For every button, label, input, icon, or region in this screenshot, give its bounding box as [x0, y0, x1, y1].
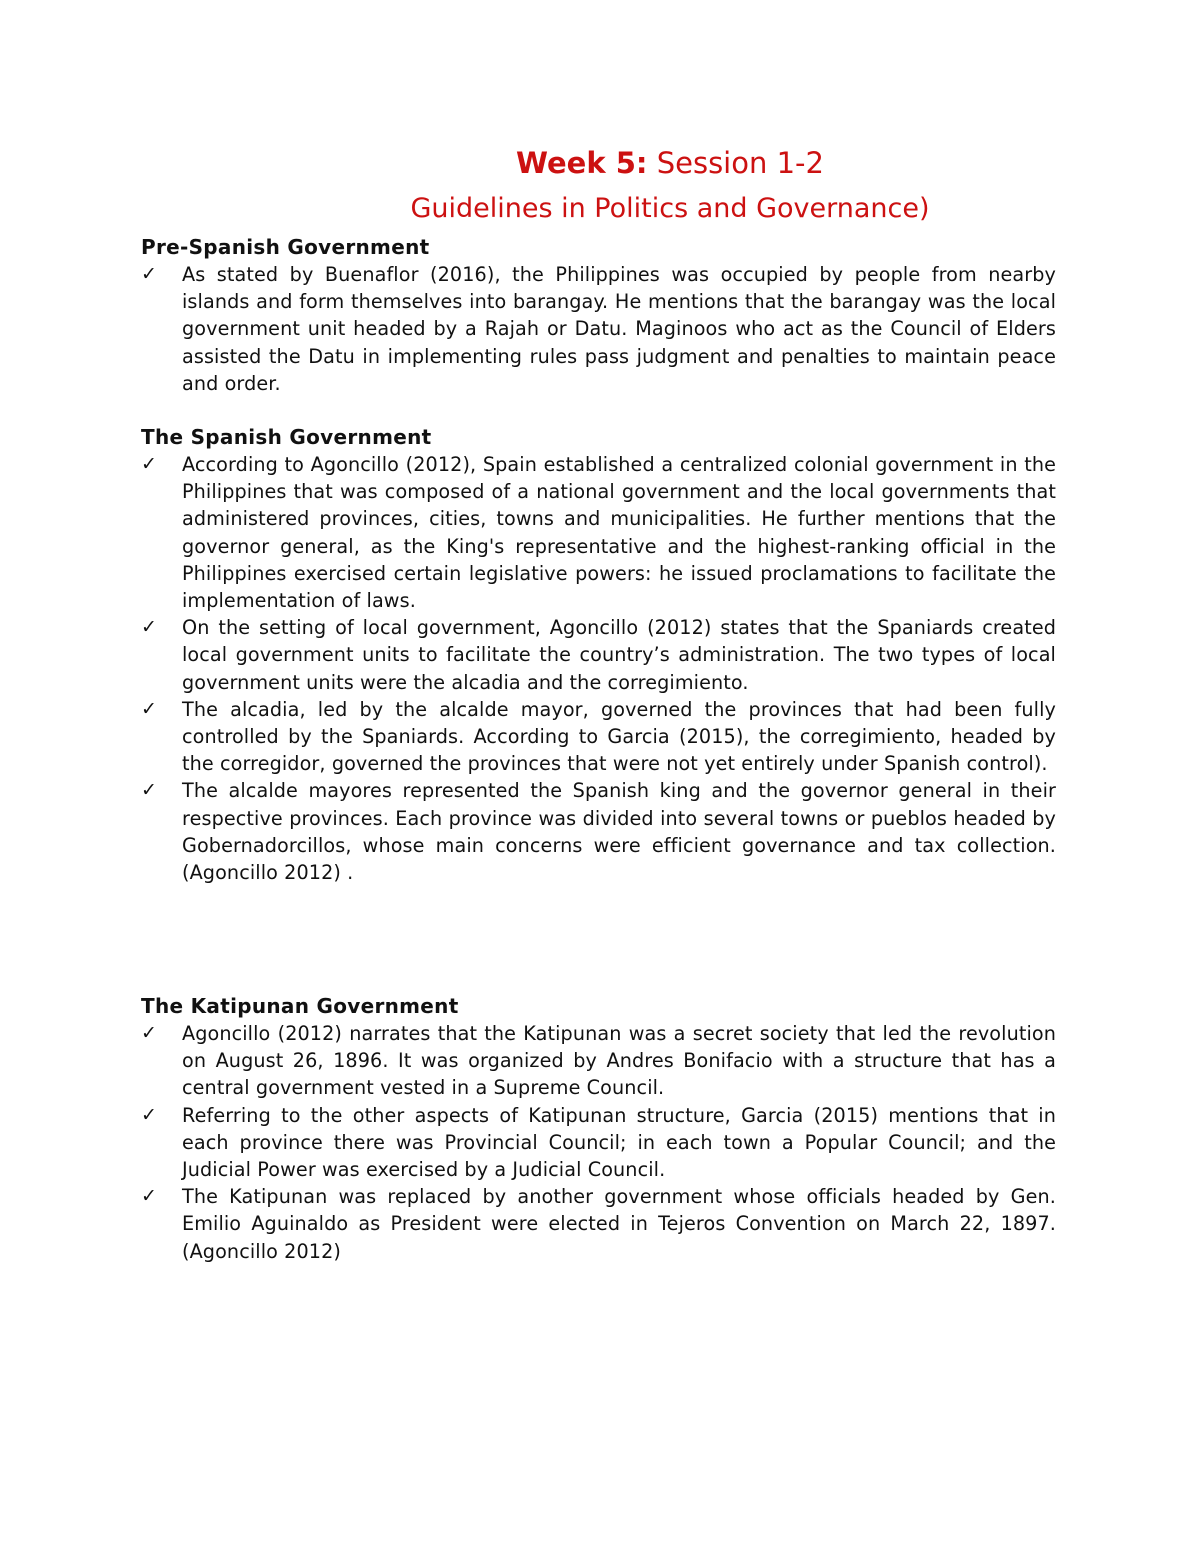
list-item-text: The Katipunan was replaced by another government whose officials headed by Gen. Emilio Aguinaldo as President were elected in Tejeros Convention on March 22, 1897. (Agoncillo 2012) [182, 1185, 1056, 1263]
bullet-list [141, 451, 1056, 886]
section-heading: The Spanish Government [141, 425, 432, 449]
section-heading: Pre-Spanish Government [141, 235, 430, 259]
list-item-text: The alcadia, led by the alcalde mayor, governed the provinces that had been fully controlled by the Spaniards. According to Garcia (2015), the corregimiento, headed by the corregidor, governed the provinces that were not yet entirely under Spanish control). [182, 697, 1056, 776]
list-item [141, 777, 1056, 886]
section-katipunan-government [141, 993, 1056, 1265]
list-item-text: As stated by Buenaflor (2016), the Philippines was occupied by people from nearby islands and form themselves into barangay. He mentions that the barangay was the local government unit headed by a Rajah or Datu. Maginoos who act as the Council of Elders assisted the Datu in implementing rules pass judgment and penalties to maintain peace and order. [182, 263, 1056, 395]
checkmark-icon: ✓ [141, 1022, 158, 1044]
list-item-text: The alcalde mayores represented the Spanish king and the governor general in their respective provinces. Each province was divided into several towns or pueblos headed by Gobernadorcillos, whose main concerns were efficient governance and tax collection. (Agoncillo 2012) . [182, 779, 1056, 885]
list-item-text: On the setting of local government, Agoncillo (2012) states that the Spaniards created local government units to facilitate the country’s administration. The two types of local government units were the alcadia and the corregimiento. [182, 616, 1056, 694]
list-item [141, 614, 1056, 696]
list-item [141, 1183, 1056, 1265]
checkmark-icon: ✓ [141, 616, 158, 639]
session-label: Session 1-2 [656, 146, 824, 180]
bullet-list [141, 261, 1056, 397]
list-item [141, 451, 1056, 614]
checkmark-icon: ✓ [141, 263, 158, 285]
list-item-text: Agoncillo (2012) narrates that the Katipunan was a secret society that led the revolution on August 26, 1896. It was organized by Andres Bonifacio with a structure that has a central government vested in a Supreme Council. [182, 1022, 1056, 1100]
checkmark-icon: ✓ [141, 1185, 158, 1208]
section-pre-spanish-government [141, 234, 1056, 397]
week-label: Week 5: [516, 146, 648, 180]
list-item [141, 696, 1056, 778]
list-item-text: Referring to the other aspects of Katipunan structure, Garcia (2015) mentions that in each province there was Provincial Council; in each town a Popular Council; and the Judicial Power was exercised by a Judicial Council. [182, 1103, 1056, 1182]
list-item-text: According to Agoncillo (2012), Spain established a centralized colonial government in the Philippines that was composed of a national government and the local governments that administered provinces, cities, towns and municipalities. He further mentions that the governor general, as the King's representative and the highest-ranking official in the Philippines exercised certain legislative powers: he issued proclamations to facilitate the implementation of laws. [182, 453, 1056, 613]
document-title [0, 146, 1200, 180]
checkmark-icon: ✓ [141, 779, 158, 802]
checkmark-icon: ✓ [141, 453, 158, 475]
list-item [141, 261, 1056, 397]
checkmark-icon: ✓ [141, 1103, 158, 1126]
list-item [141, 1102, 1056, 1184]
section-heading: The Katipunan Government [141, 994, 459, 1018]
document-subtitle: Guidelines in Politics and Governance) [410, 193, 930, 224]
list-item [141, 1020, 1056, 1102]
section-spanish-government [141, 424, 1056, 886]
bullet-list [141, 1020, 1056, 1265]
checkmark-icon: ✓ [141, 697, 158, 720]
